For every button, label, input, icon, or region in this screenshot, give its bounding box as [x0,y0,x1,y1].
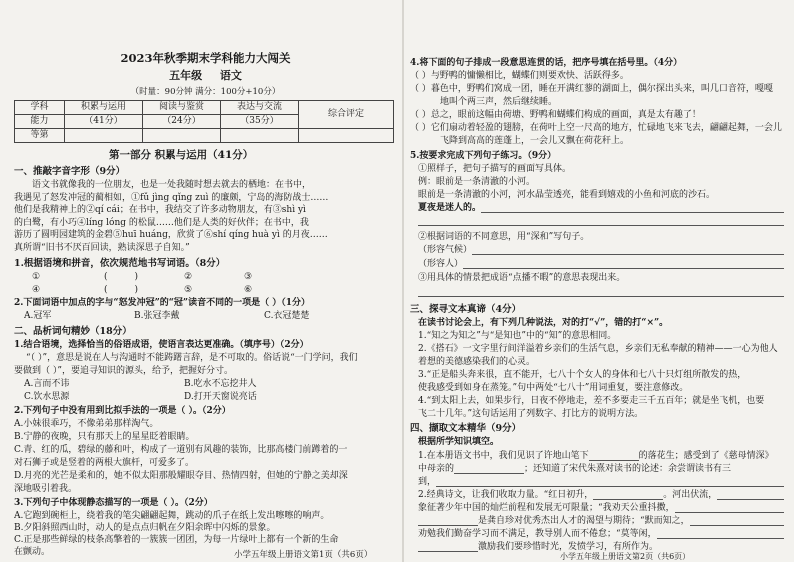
fill-row [418,515,784,528]
slot-label[interactable]: ④ [32,284,41,295]
options-row [24,391,384,404]
option[interactable]: B.吃水不忘挖井人 [184,379,257,389]
slot-label[interactable]: ① [32,272,41,282]
option[interactable]: C.衣冠楚楚 [264,311,310,321]
section-intro: 根据所学知识填空。 [418,437,500,447]
option[interactable]: B.夕阳斜照西山时，动人的是点点归帆在夕阳余晖中闪烁的景象。 [14,523,276,533]
option[interactable]: A.小妹很乖巧，不像弟弟那样淘气。 [14,419,159,429]
fill-row [418,502,784,515]
slot-label[interactable]: ⑥ [244,284,253,295]
section-intro: 在读书讨论会上，有下列几种说法，对的打“√”，错的打“×”。 [418,318,669,328]
option[interactable]: C.正是那些鲜绿的枝条高擎着的一簇簇一团团，为每一片绿叶上都有一个新的生命 [14,535,339,545]
judge-item[interactable]: 1.“知之为知之”与“是知也”中的“知”的意思相同。 [418,331,617,341]
score-cell: 积累与运用 [65,101,143,115]
page-fold [402,0,404,562]
answer-blank[interactable] [657,528,784,539]
sentence-cont: 地叫个两三声，然后继续睡。 [440,97,558,107]
passage-line: 语文书就像我的一位朋友，也是一处我随时想去就去的栖地：在书中， [32,180,312,190]
score-cell: 学科 [15,101,65,115]
judge-cont: 飞二十几年。”这句话运用了列数字、打比方的说明方法。 [418,409,644,419]
grade-label: 五年级 [169,69,203,82]
passage-line: 真所谓“旧书不厌百回读，熟读深思子自知。” [14,242,190,253]
answer-row [418,258,784,271]
question-line: 要做到（ ）”，要追寻知识的源头，给予，把握好分寸。 [14,366,233,376]
example: 例：眼前是一条清澈的小河。 [418,177,536,187]
passage [14,179,397,255]
subject-label: 语文 [219,69,242,82]
answer-blank[interactable] [675,502,784,513]
score-entry[interactable] [221,129,299,143]
question-6: 4.将下面的句子排成一段意思连贯的话，把序号填在括号里。（4分） [410,58,683,68]
page-footer: 小学五年级上册语文第1页（共6页） [234,550,373,560]
score-entry[interactable] [65,129,143,143]
sentence-cont: 飞降到高高的莲蓬上，一会儿又飘在荷花秆上。 [440,136,630,146]
instruction: ③用具体的情景把成语“点播不暇”的意思表现出来。 [418,273,626,283]
answer-blank[interactable] [418,541,478,552]
score-cell: 等第 [15,129,65,143]
prompt: （形容气候） [418,245,473,255]
fill-row [418,463,788,476]
answer-blank[interactable] [472,244,784,255]
fill-row [418,528,784,541]
prompt: （形容人） [418,259,464,269]
fill-text: 1.在本册语文书中，我们见识了许地山笔下 [418,451,589,461]
option[interactable]: A.它跑到碗柜上，绕着我的笔尖翩翩起舞，跳动的爪子在纸上发出嚓嚓的响声。 [14,511,330,521]
score-entry[interactable] [299,129,394,143]
instruction: ①照样子，把句子描写的画面写具体。 [418,164,572,174]
answer-blank[interactable] [418,515,478,526]
section-title: 二、品析词句精妙（18分） [14,326,132,337]
fill-row [418,489,784,502]
option[interactable]: C.青、红的瓜，碧绿的藤和叶，构成了一道别有风趣的装饰，比那高楼门前蹲着的一 [14,445,348,455]
answer-blank[interactable] [690,515,784,526]
score-cell: 阅读与鉴赏 [143,101,221,115]
judge-item[interactable]: 3.“正是船头奔来很，直不能开，七八十个女人的身体和七八十只灯组所散发的热， [418,370,747,380]
sentence-line[interactable]: （ ）它们扇动着轻盈的翅膀，在荷叶上空一尺高的地方，忙碌地飞来飞去，翩翩起舞，一会儿 [410,123,782,133]
answer-blank[interactable] [481,202,784,213]
option-cont: 在颤动。 [14,547,51,557]
section-title: 四、撷取文本精华（9分） [410,423,522,434]
score-cell: 能力 [15,115,65,129]
question-2: 2.下面词语中加点的字与“怒发冲冠”的“冠”读音不同的一项是（ ）（1分） [14,298,310,308]
page-1 [14,0,397,562]
score-cell: （41分） [65,115,143,129]
option[interactable]: A.冠军 [24,311,52,321]
answer-slots: ① ( ) ② ③ ④ ( ) ⑤ ⑥ [14,271,397,296]
exam-info: （时量：90分钟 满分：100分+10分） [130,87,281,97]
slot-label[interactable]: ② [184,272,193,282]
score-entry[interactable] [143,129,221,143]
answer-blank[interactable] [436,476,784,487]
fill-text: 2.经典诗文，让我们收取力量。“红日初升， [418,490,594,500]
page-footer: 小学五年级上册语文第2页（共6页） [560,552,691,561]
answer-blank[interactable] [717,489,784,500]
question-5: 3.下列句子中体现静态描写的一项是（ ）。（2分） [14,498,213,508]
option[interactable]: B.宁静的夜晚，只有那天上的星星眨着眼睛。 [14,432,195,442]
prompt: 夏夜是迷人的。 [418,203,482,213]
exam-subtitle [14,68,397,83]
passage-line: 我遇见了怒发冲冠的蔺相如，①fǔ jìng qǐng zuì 的廉颇，宁岛的海防战士…… [14,192,329,203]
fill-text: 中母亲的 [418,464,455,474]
fill-text: 劝勉我们勤奋学习而不满足，教导别人而不倦怠；“莫等闲， [418,529,657,539]
judge-item[interactable]: 2.《搭石》一文字里行间洋溢着乡亲们的生活气息，乡亲们无私奉献的精神——一心为他人 [418,344,778,354]
exam-title: 2023年秋季期末学科能力大闯关 [120,51,291,65]
section-title: 一、推敲字音字形（9分） [14,166,126,177]
fill-text: 到， [418,477,437,487]
question-3: 1.结合语境，选择恰当的俗语成语，使语言表达更准确。（填序号）（2分） [14,340,309,350]
score-table [14,100,394,143]
fill-text: 激励我们要珍惜时光，发愤学习，有所作为。 [478,542,659,552]
option[interactable]: B.张冠李戴 [134,311,180,321]
fill-text: 是龚自珍对优秀杰出人才的渴望与期待；“默而知之， [478,516,690,526]
answer-blank[interactable] [593,489,663,500]
passage-line: 的白鹭，有小巧④líng lóng 的松鼠……他们是人类的好伙伴；在书中，我 [14,217,309,228]
score-cell: （24分） [143,115,221,129]
answer-blank[interactable] [454,463,524,474]
score-cell: 综合评定 [299,101,394,129]
question-7: 5.按要求完成下列句子练习。（9分） [410,151,557,161]
answer-row [418,244,784,257]
passage-line: 游历了圆明园建筑的金碧⑤huī huáng，欣赏了⑥shí qíng huà yì 的月夜…… [14,230,328,241]
answer-blank[interactable] [418,225,784,226]
score-cell: 表达与交流 [221,101,299,115]
question-4: 2.下列句子中没有用到比拟手法的一项是（ ）。（2分） [14,406,231,416]
sentence-line[interactable]: （ ）总之，眼前这幅由荷塘、野鸭和蝴蝶们构成的画面，真是太有趣了！ [410,110,701,120]
fill-text: ；还知道了宋代朱熹对读书的论述：余尝谓读书有三 [524,464,732,474]
question-line: “（ ）”，意思是说在人与沟通时不能踌躇言辞，是不可取的。俗话说“一门学问，我们 [26,353,358,363]
slot-label[interactable]: ⑤ [184,284,193,295]
option[interactable]: C.饮水思源 [24,392,70,402]
option-cont: 对石狮子或是竖着的两根大旗杆，可爱多了。 [14,458,195,468]
sentence-line[interactable]: （ ）与野鸭的慵懒相比，蝴蝶们则要欢快、活跃得多。 [410,71,629,81]
question-1: 1.根据语境和拼音，依次规范地书写词语。（8分） [14,258,226,269]
options-row [24,378,384,391]
judge-cont: 使我感受到如身在蒸笼。”句中两处“七八十”用词重复，要注意修改。 [418,383,689,393]
judge-item[interactable]: 4.“到太阳上去，如果步行，日夜不停地走，差不多要走三千五百年；就是坐飞机，也要 [418,396,765,406]
fill-row [418,476,784,489]
answer-row [418,202,784,215]
fill-text: 象征著少年中国的灿烂前程和发展无可限量；“我劝天公重抖擞， [418,503,675,513]
options-row [24,310,384,323]
fill-text: 的落花生；感受到了《慈母情深》 [638,451,774,461]
option[interactable]: D.打开天窗说亮话 [184,392,257,402]
fill-text: 。河出伏流， [663,490,718,500]
instruction: ②根据词语的不同意思，用“深和”写句子。 [418,232,590,242]
option[interactable]: D.月亮的光芒是柔和的，她不似太阳那般耀眼夺目、热情四射，但她的宁静之美却深 [14,471,348,481]
option[interactable]: A.言而不讳 [24,379,70,389]
answer-blank[interactable] [589,450,639,461]
sentence-line[interactable]: （ ）暮色中，野鸭们窝成一团，睡在开满红蓼的湖面上，偶尔探出头来，叫几口音符，嘎嘎 [410,84,773,94]
option-cont: 深地吸引着我。 [14,484,78,494]
slot-label[interactable]: ③ [244,272,253,282]
fill-row [418,450,788,463]
example: 眼前是一条清澈的小河，河水晶莹透亮，能看到嬉戏的小鱼和河底的沙石。 [418,190,716,200]
judge-cont: 着想的美德感染我们的心灵。 [418,357,536,367]
page-2 [410,0,788,562]
answer-blank[interactable] [463,258,784,269]
section-title: 三、探寻文本真谛（4分） [410,304,522,315]
passage-line: 他们是我精神上的②qí cái；在书中，我结交了许多动物朋友，有③shì yì [14,205,306,216]
answer-blank[interactable] [418,296,784,297]
score-cell: （35分） [221,115,299,129]
part-heading: 第一部分 积累与运用（41分） [109,149,254,161]
